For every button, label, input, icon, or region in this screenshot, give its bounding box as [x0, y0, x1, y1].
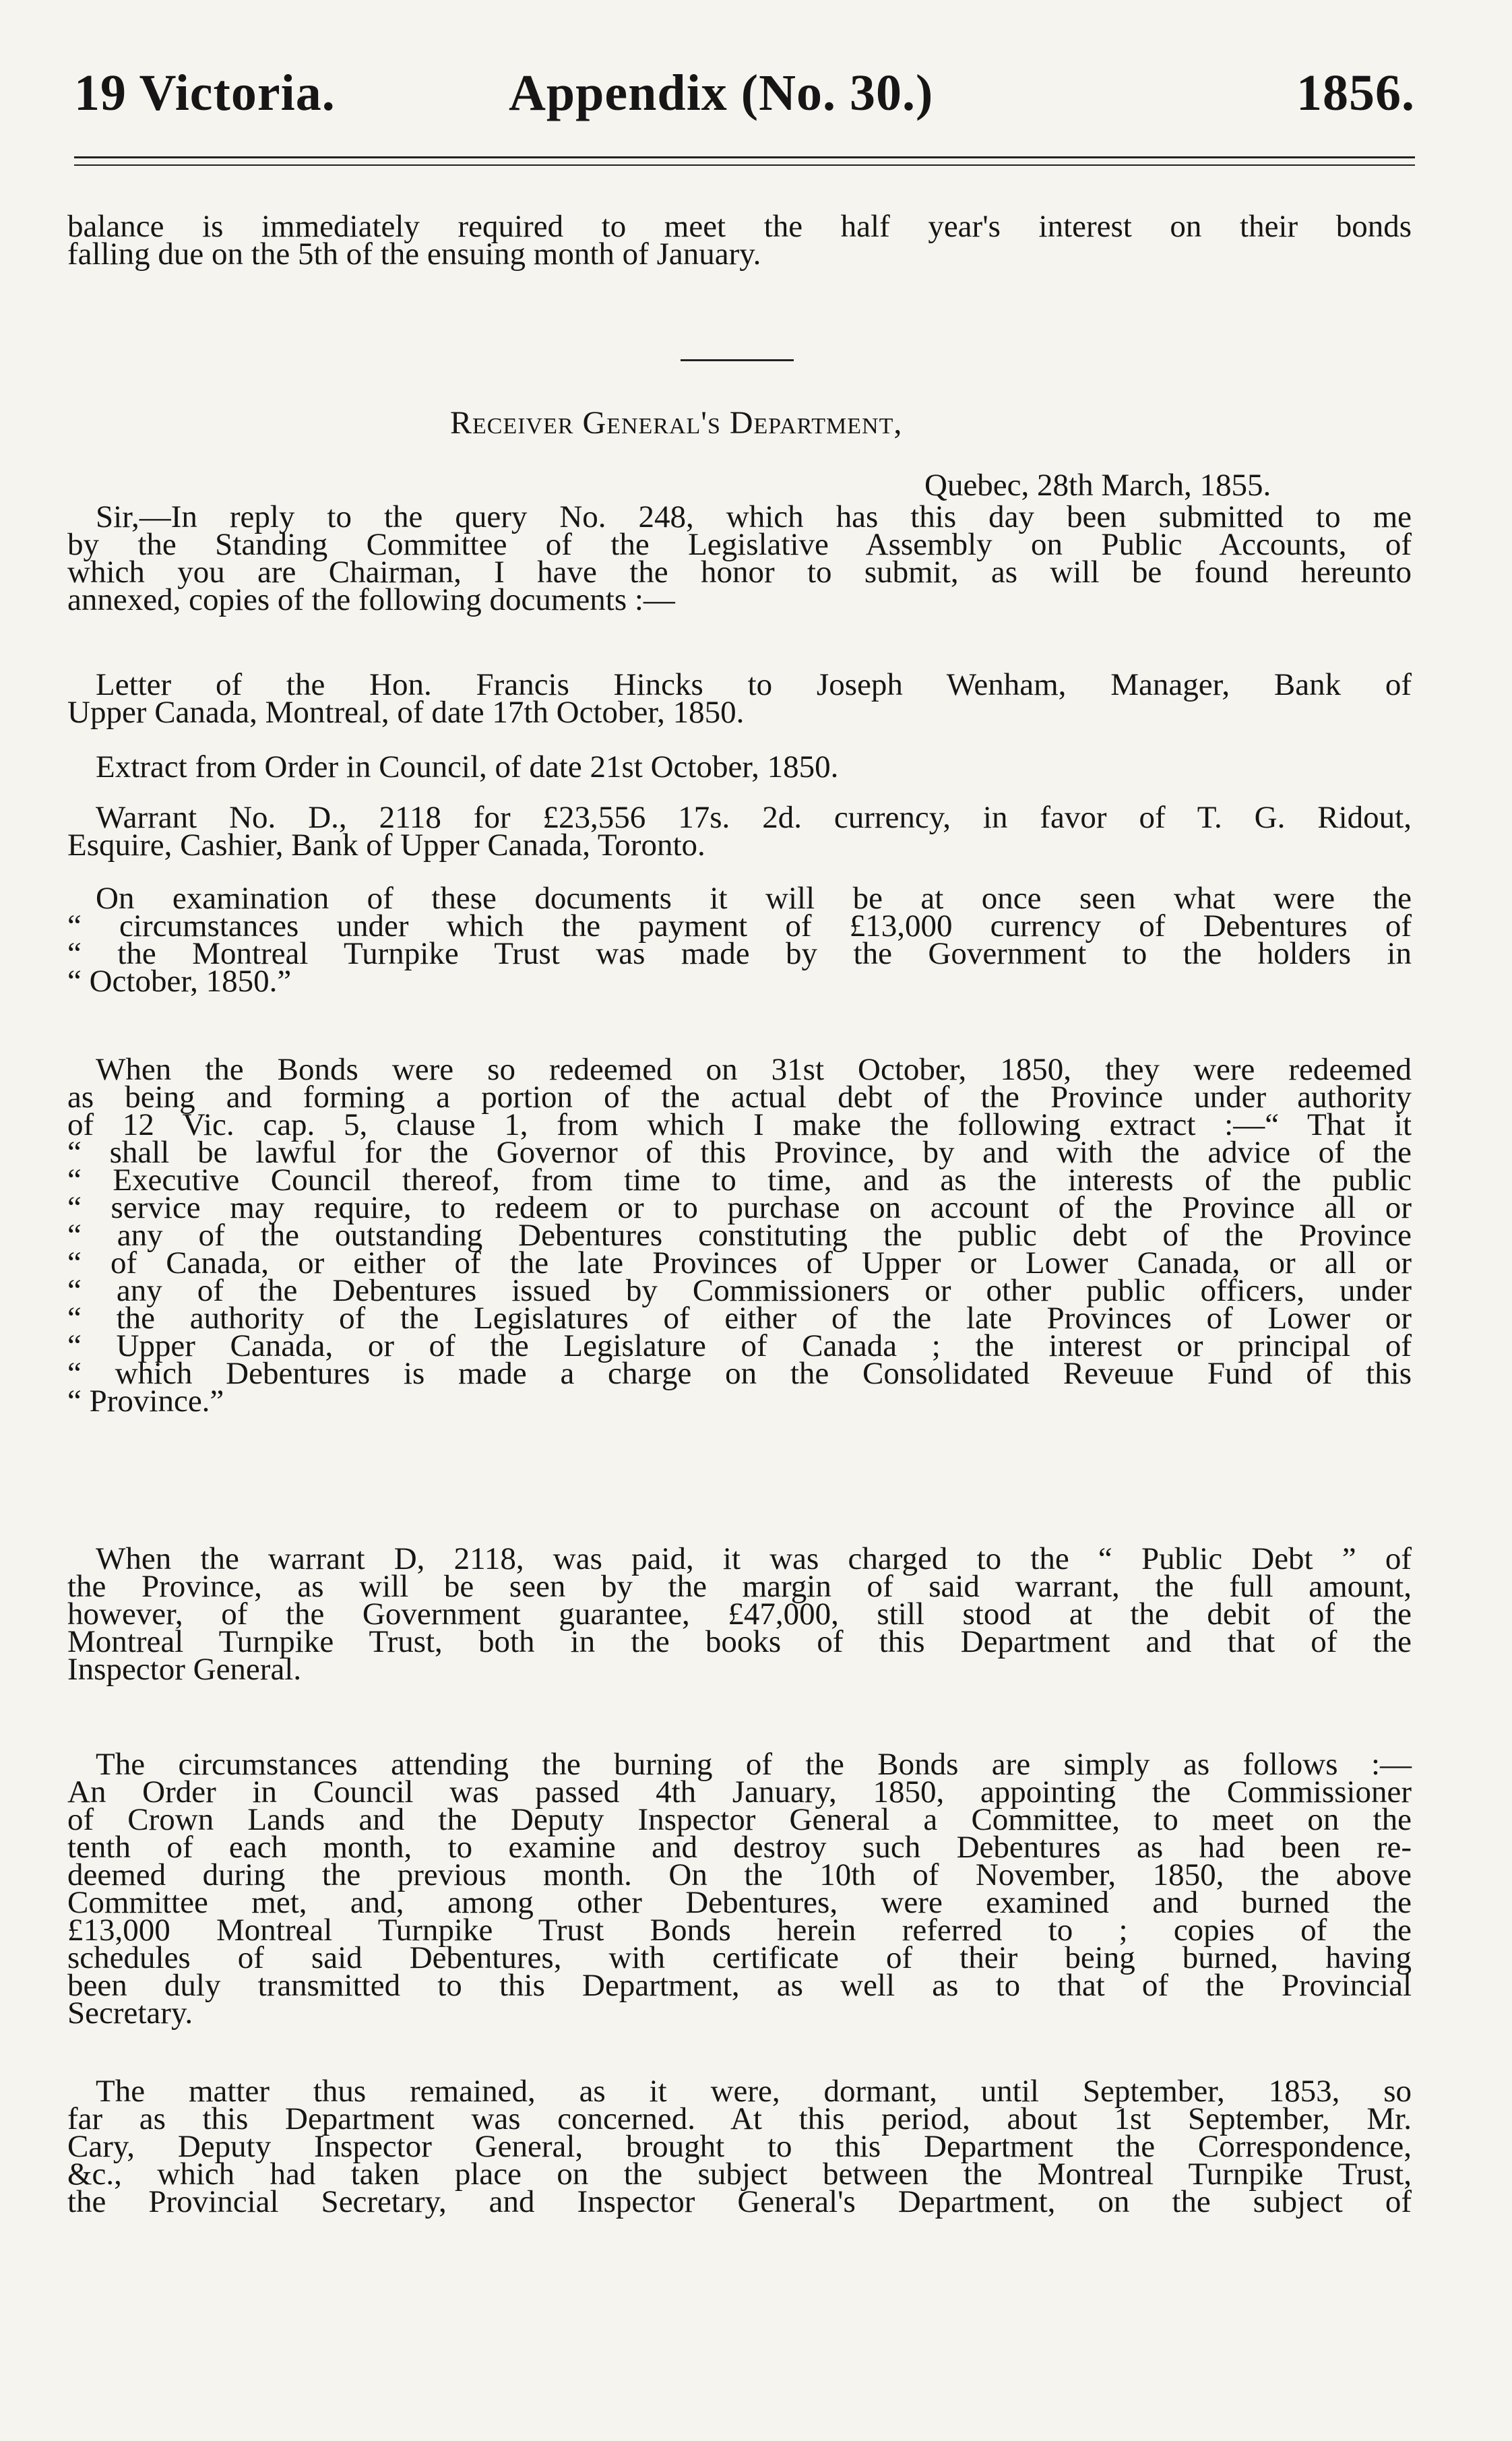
paragraph	[67, 881, 1412, 999]
text-line: schedules of said Debentures, with certificate of their being burned, having	[67, 1940, 1412, 1975]
text-line: the Province, as will be seen by the margin of said warrant, the full amount,	[67, 1569, 1412, 1604]
header-session: 19 Victoria.	[74, 65, 336, 121]
page-header	[74, 64, 1415, 138]
text-line: as being and forming a portion of the actual debt of the Province under authority	[67, 1080, 1412, 1115]
paragraph	[67, 1052, 1412, 1419]
paragraph	[67, 1541, 1412, 1687]
text-line: “ of Canada, or either of the late Provinces of Upper or Lower Canada, or all or	[67, 1245, 1412, 1280]
paragraph	[67, 749, 1412, 784]
text-line: Letter of the Hon. Francis Hincks to Joseph Wenham, Manager, Bank of	[96, 667, 1412, 702]
intro-paragraph	[67, 209, 1412, 272]
text-line: falling due on the 5th of the ensuing month of January.	[67, 237, 761, 272]
paragraph	[67, 2074, 1412, 2219]
letter-date: Quebec, 28th March, 1855.	[924, 468, 1271, 503]
text-line: “ Province.”	[67, 1384, 224, 1419]
text-line: of 12 Vic. cap. 5, clause 1, from which I make the following extract :—“ That it	[67, 1107, 1412, 1142]
text-line: Cary, Deputy Inspector General, brought to this Department the Correspondence,	[67, 2129, 1412, 2164]
text-line: far as this Department was concerned. At this period, about 1st September, Mr.	[67, 2101, 1412, 2136]
text-line: “ the authority of the Legislatures of either of the late Provinces of Lower or	[67, 1301, 1412, 1336]
text-line: “ Executive Council thereof, from time to time, and as the interests of the public	[67, 1163, 1412, 1198]
paragraph	[67, 1747, 1412, 2031]
paragraph	[67, 800, 1412, 863]
text-line: Upper Canada, Montreal, of date 17th October, 1850.	[67, 695, 745, 730]
text-line: Warrant No. D., 2118 for £23,556 17s. 2d. currency, in favor of T. G. Ridout,	[96, 800, 1412, 835]
text-line: however, of the Government guarantee, £47,000, still stood at the debit of the	[67, 1597, 1412, 1632]
text-line: “ any of the Debentures issued by Commissioners or other public officers, under	[67, 1273, 1412, 1308]
text-line: the Provincial Secretary, and Inspector General's Department, on the subject of	[67, 2184, 1412, 2219]
text-line: “ circumstances under which the payment of £13,000 currency of Debentures of	[67, 908, 1412, 944]
text-line: balance is immediately required to meet the half year's interest on their bonds	[67, 209, 1412, 244]
text-line: Montreal Turnpike Trust, both in the books of this Department and that of the	[67, 1624, 1412, 1659]
text-line: When the Bonds were so redeemed on 31st October, 1850, they were redeemed	[96, 1052, 1412, 1087]
header-rule-top	[74, 156, 1415, 158]
section-divider	[681, 359, 794, 361]
text-line: Esquire, Cashier, Bank of Upper Canada, Toronto.	[67, 828, 705, 863]
text-line: Committee met, and, among other Debentures, were examined and burned the	[67, 1885, 1412, 1920]
text-line: Secretary.	[67, 1996, 193, 2031]
text-line: “ shall be lawful for the Governor of this Province, by and with the advice of the	[67, 1135, 1412, 1170]
text-line: £13,000 Montreal Turnpike Trust Bonds herein referred to ; copies of the	[67, 1913, 1412, 1948]
text-line: “ any of the outstanding Debentures constituting the public debt of the Province	[67, 1218, 1412, 1253]
text-line: by the Standing Committee of the Legislative Assembly on Public Accounts, of	[67, 527, 1412, 562]
text-line: of Crown Lands and the Deputy Inspector General a Committee, to meet on the	[67, 1802, 1412, 1837]
text-line: Inspector General.	[67, 1652, 302, 1687]
text-line: annexed, copies of the following documents :—	[67, 582, 675, 617]
text-line: “ October, 1850.”	[67, 964, 292, 999]
text-line: been duly transmitted to this Department, as well as to that of the Provincial	[67, 1968, 1412, 2003]
text-line: tenth of each month, to examine and destroy such Debentures as had been re-	[67, 1830, 1412, 1865]
text-line: “ Upper Canada, or of the Legislature of Canada ; the interest or principal of	[67, 1328, 1412, 1363]
text-line: &c., which had taken place on the subject between the Montreal Turnpike Trust,	[67, 2157, 1412, 2192]
header-year: 1856.	[1296, 65, 1415, 121]
text-line: “ the Montreal Turnpike Trust was made by the Government to the holders in	[67, 936, 1412, 971]
text-line: An Order in Council was passed 4th January, 1850, appointing the Commissioner	[67, 1774, 1412, 1810]
text-line: The matter thus remained, as it were, dormant, until September, 1853, so	[96, 2074, 1412, 2109]
paragraph	[67, 667, 1412, 730]
header-appendix: Appendix (No. 30.)	[509, 65, 934, 121]
text-line: which you are Chairman, I have the honor to submit, as will be found hereunto	[67, 555, 1412, 590]
text-line: On examination of these documents it will be at once seen what were the	[96, 881, 1412, 916]
text-line: Extract from Order in Council, of date 21st October, 1850.	[96, 749, 839, 784]
header-rule-bottom	[74, 164, 1415, 166]
letter-heading: Receiver General's Department,	[450, 405, 903, 441]
text-line: When the warrant D, 2118, was paid, it was charged to the “ Public Debt ” of	[96, 1541, 1412, 1576]
text-line: The circumstances attending the burning of the Bonds are simply as follows :—	[96, 1747, 1412, 1782]
paragraph	[67, 499, 1412, 617]
text-line: Sir,—In reply to the query No. 248, which has this day been submitted to me	[96, 499, 1412, 534]
text-line: deemed during the previous month. On the 10th of November, 1850, the above	[67, 1857, 1412, 1892]
text-line: “ service may require, to redeem or to purchase on account of the Province all or	[67, 1190, 1412, 1225]
text-line: “ which Debentures is made a charge on the Consolidated Reveuue Fund of this	[67, 1356, 1412, 1391]
